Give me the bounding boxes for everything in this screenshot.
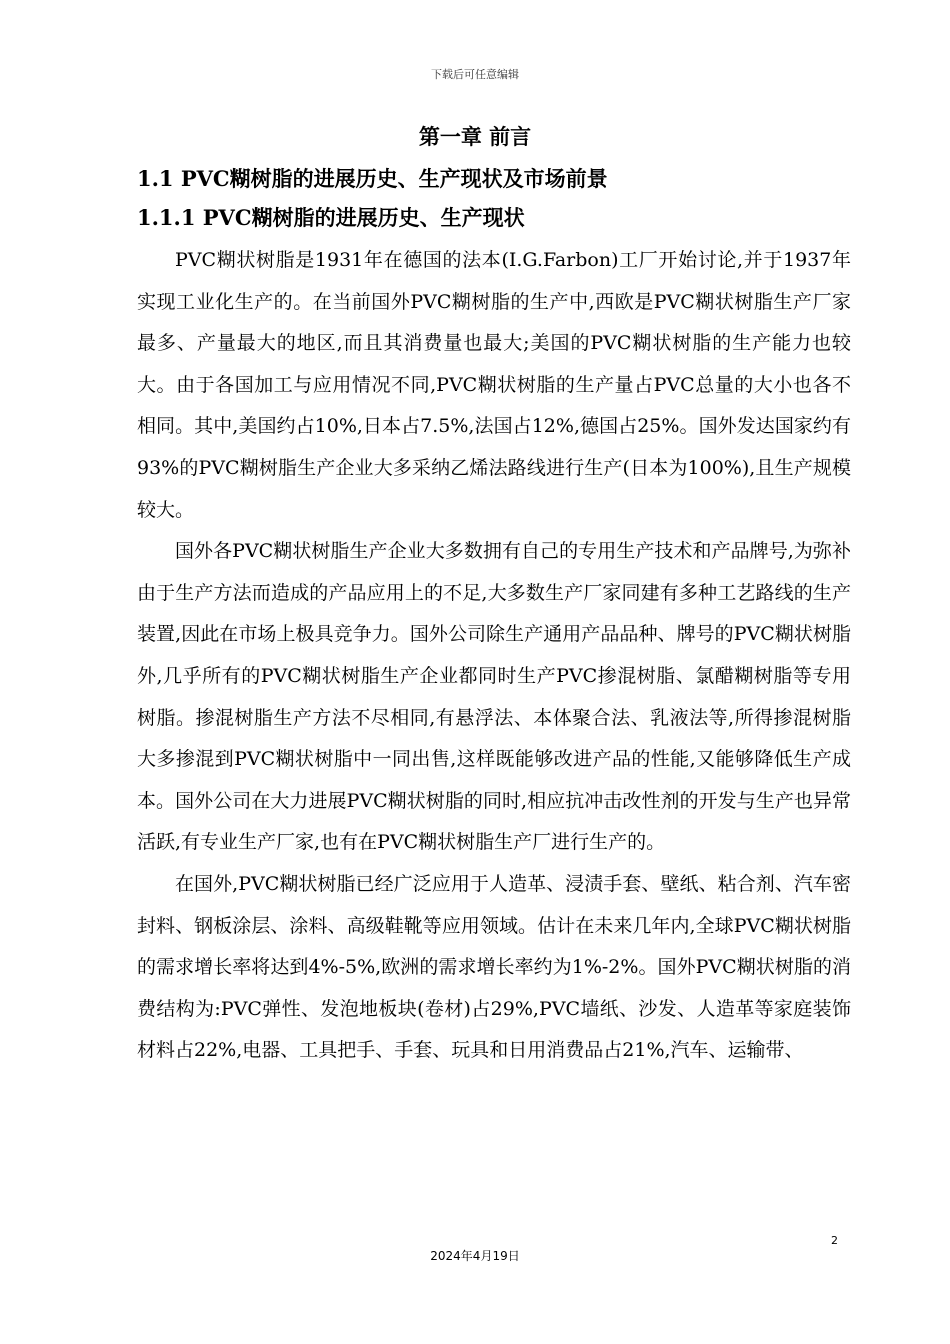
body-text [137, 240, 851, 1072]
paragraph-1: PVC糊状树脂是1931年在德国的法本(I.G.Farbon)工厂开始讨论,并于1937年实现工业化生产的。在当前国外PVC糊树脂的生产中,西欧是PVC糊状树脂生产厂家最多、产量最大的地区,而且其消费量也最大;美国的PVC糊状树脂的生产能力也较大。由于各国加工与应用情况不同,PVC糊状树脂的生产量占PVC总量的大小也各不相同。其中,美国约占10%,日本占7.5%,法国占12%,德国占25%。国外发达国家约有93%的PVC糊树脂生产企业大多采纳乙烯法路线进行生产(日本为100%),且生产规模较大。 [137, 249, 851, 521]
header-note: 下载后可任意编辑 [431, 68, 519, 81]
paragraph-2: 国外各PVC糊状树脂生产企业大多数拥有自己的专用生产技术和产品牌号,为弥补由于生产方法而造成的产品应用上的不足,大多数生产厂家同建有多种工艺路线的生产装置,因此在市场上极具竞争力。国外公司除生产通用产品品种、牌号的PVC糊状树脂外,几乎所有的PVC糊状树脂生产企业都同时生产PVC掺混树脂、氯醋糊树脂等专用树脂。掺混树脂生产方法不尽相同,有悬浮法、本体聚合法、乳液法等,所得掺混树脂大多掺混到PVC糊状树脂中一同出售,这样既能够改进产品的性能,又能够降低生产成本。国外公司在大力进展PVC糊状树脂的同时,相应抗冲击改性剂的开发与生产也异常活跃,有专业生产厂家,也有在PVC糊状树脂生产厂进行生产的。 [137, 540, 851, 854]
chapter-title: 第一章 前言 [418, 124, 532, 149]
footer-date: 2024年4月19日 [430, 1249, 520, 1263]
paragraph-3: 在国外,PVC糊状树脂已经广泛应用于人造革、浸渍手套、壁纸、粘合剂、汽车密封料、钢板涂层、涂料、高级鞋靴等应用领域。估计在未来几年内,全球PVC糊状树脂的需求增长率将达到4%-5%,欧洲的需求增长率约为1%-2%。国外PVC糊状树脂的消费结构为:PVC弹性、发泡地板块(卷材)占29%,PVC墙纸、沙发、人造革等家庭装饰材料占22%,电器、工具把手、手套、玩具和日用消费品占21%,汽车、运输带、 [137, 872, 851, 1062]
section-heading-1-1: 1.1 PVC糊树脂的进展历史、生产现状及市场前景 [137, 166, 608, 191]
page-number: 2 [831, 1234, 838, 1247]
section-heading-1-1-1: 1.1.1 PVC糊树脂的进展历史、生产现状 [137, 205, 525, 230]
